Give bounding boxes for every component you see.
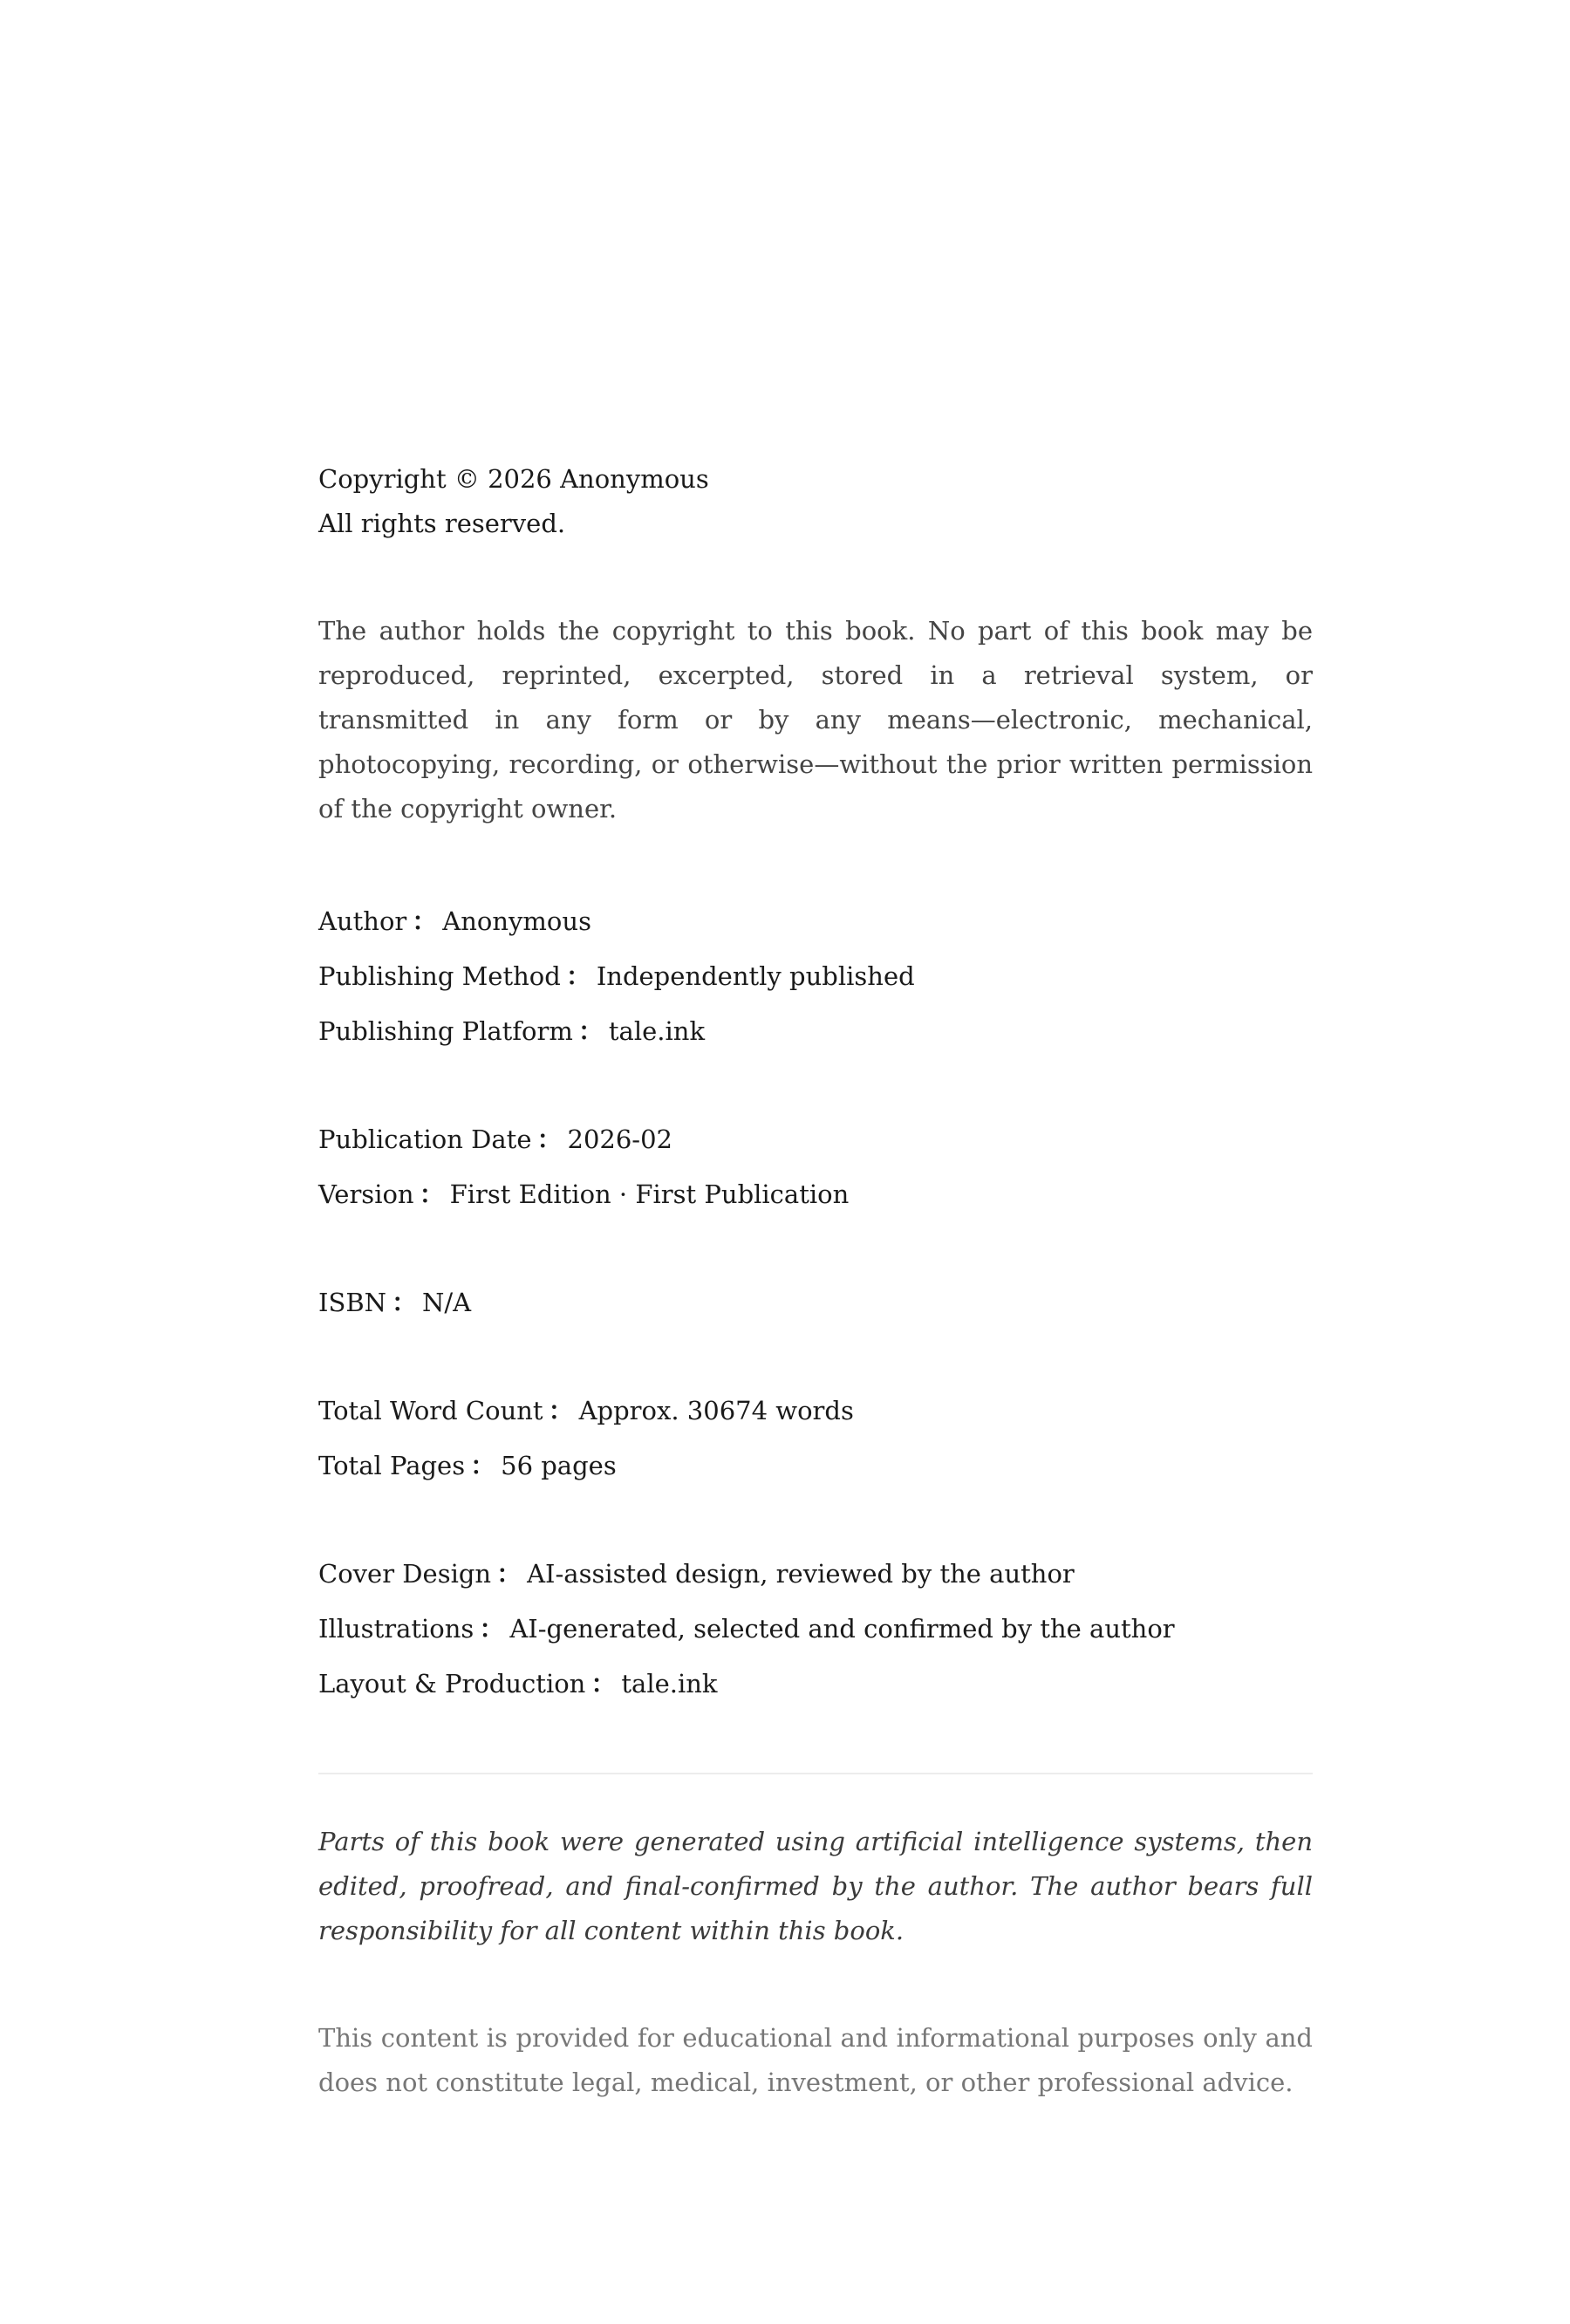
author-row — [318, 894, 1313, 949]
version-row — [318, 1167, 1313, 1222]
publishing-method-label: Publishing Method — [318, 961, 561, 991]
copyright-notice: The author holds the copyright to this book. No part of this book may be reproduced, reprinted, excerpted, stored in a retrieval system, or transmitted in any form or by any means—electronic, mechanical, photocopying, recording, or otherwise—without the prior written permission of the copyright owner. — [318, 616, 1313, 824]
version-label: Version — [318, 1179, 414, 1209]
separator: ： — [565, 961, 591, 991]
layout-production-value: tale.ink — [621, 1669, 718, 1699]
isbn-row — [318, 1275, 1313, 1330]
rights-reserved: All rights reserved. — [318, 509, 566, 538]
publishing-platform-label: Publishing Platform — [318, 1016, 573, 1046]
cover-design-row — [318, 1547, 1313, 1602]
isbn-label: ISBN — [318, 1288, 387, 1317]
publishing-platform-row — [318, 1004, 1313, 1059]
separator: ： — [479, 1614, 505, 1644]
isbn-value: N/A — [422, 1288, 472, 1317]
separator: ： — [419, 1179, 445, 1209]
publication-date-row — [318, 1112, 1313, 1167]
author-label: Author — [318, 906, 407, 936]
publication-date-value: 2026-02 — [567, 1124, 673, 1154]
disclaimer-note: This content is provided for educational and informational purposes only and does not constitute legal, medical, investment, or other professional advice. — [318, 2023, 1313, 2097]
publication-date-label: Publication Date — [318, 1124, 532, 1154]
ai-usage-note: Parts of this book were generated using artificial intelligence systems, then edited, proofread, and final-confirmed by the author. The author bears full responsibility for all content within this book. — [318, 1827, 1313, 1945]
separator: ： — [412, 906, 438, 936]
separator: ： — [392, 1288, 418, 1317]
cover-design-value: AI-assisted design, reviewed by the author — [527, 1559, 1075, 1589]
word-count-label: Total Word Count — [318, 1396, 543, 1425]
layout-production-row — [318, 1657, 1313, 1712]
total-pages-value: 56 pages — [501, 1451, 617, 1480]
layout-production-label: Layout & Production — [318, 1669, 586, 1699]
version-value: First Edition · First Publication — [449, 1179, 850, 1209]
cover-design-label: Cover Design — [318, 1559, 492, 1589]
publication-details — [318, 894, 1313, 1712]
illustrations-label: Illustrations — [318, 1614, 474, 1644]
illustrations-row — [318, 1602, 1313, 1657]
total-pages-row — [318, 1439, 1313, 1494]
word-count-value: Approx. 30674 words — [578, 1396, 854, 1425]
separator: ： — [577, 1016, 604, 1046]
separator: ： — [536, 1124, 563, 1154]
word-count-row — [318, 1384, 1313, 1439]
separator: ： — [496, 1559, 522, 1589]
copyright-line: Copyright © 2026 Anonymous — [318, 464, 709, 494]
publishing-method-value: Independently published — [596, 961, 915, 991]
publishing-platform-value: tale.ink — [608, 1016, 706, 1046]
publishing-method-row — [318, 949, 1313, 1004]
separator: ： — [548, 1396, 574, 1425]
copyright-page — [318, 457, 1313, 2105]
separator: ： — [470, 1451, 496, 1480]
author-value: Anonymous — [442, 906, 591, 936]
illustrations-value: AI-generated, selected and confirmed by the author — [509, 1614, 1175, 1644]
separator: ： — [590, 1669, 617, 1699]
total-pages-label: Total Pages — [318, 1451, 466, 1480]
